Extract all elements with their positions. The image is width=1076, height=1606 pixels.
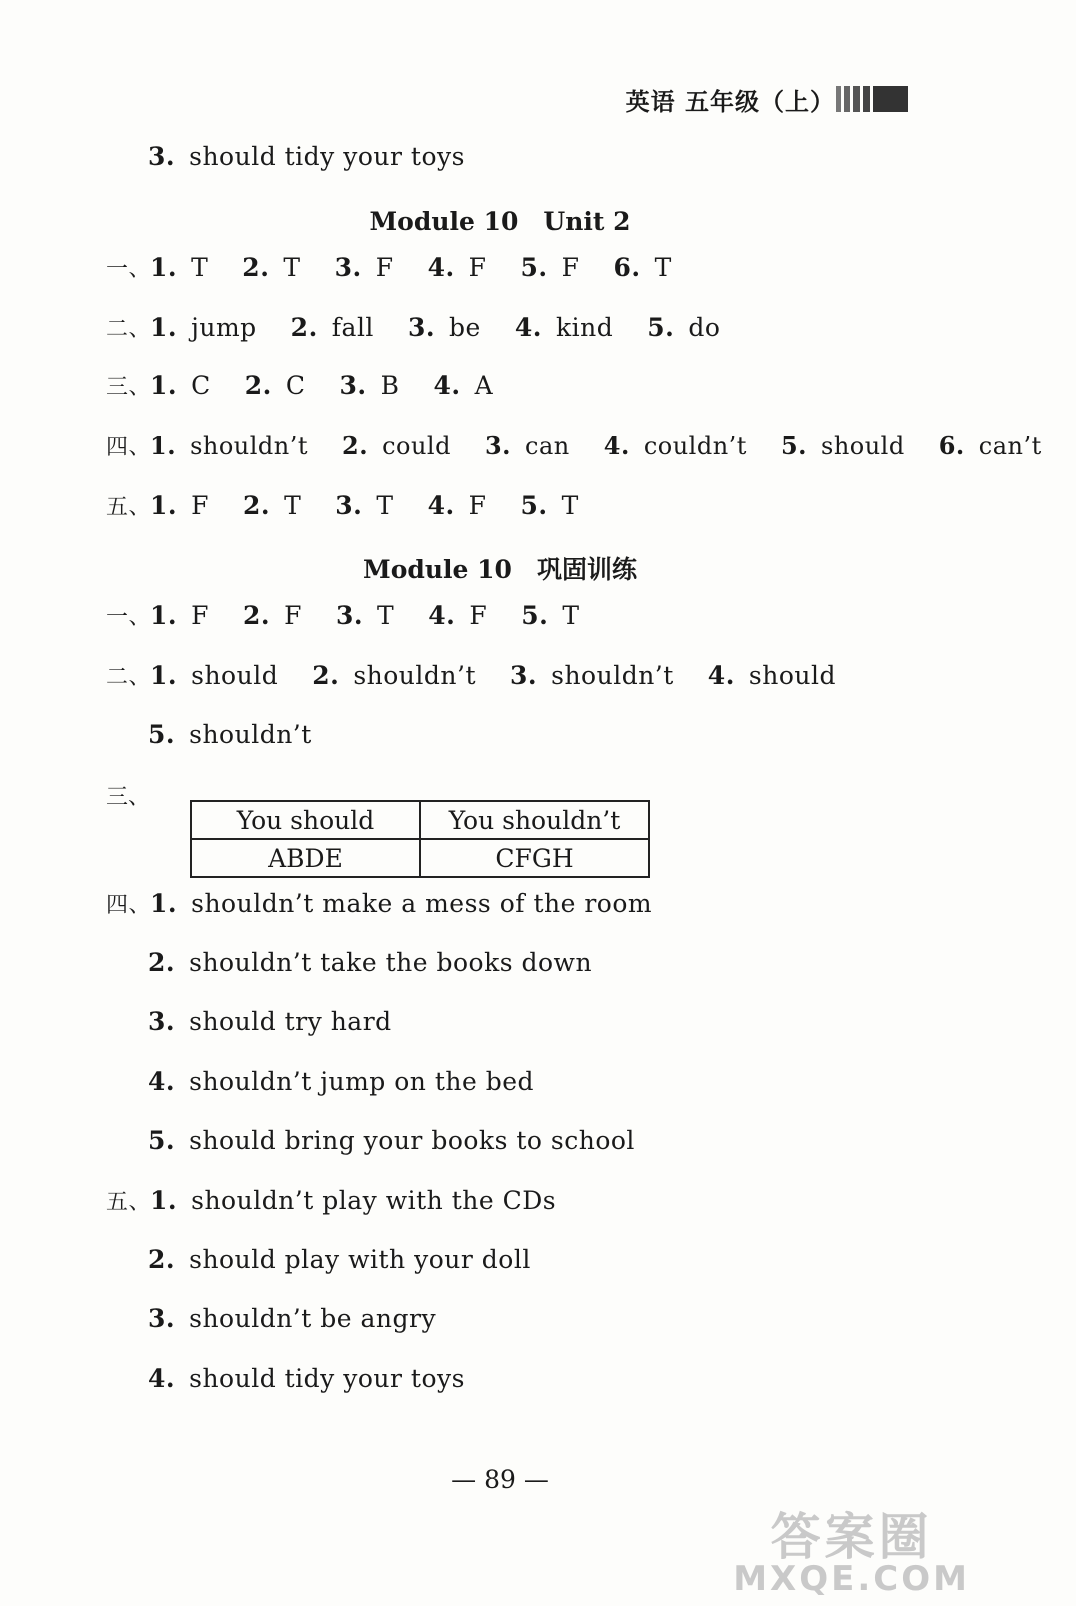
item-number: 6. xyxy=(613,253,641,282)
item-number: 2. xyxy=(148,947,176,977)
list-item xyxy=(0,888,1000,919)
item-answer: couldn’t xyxy=(643,432,747,460)
item-answer: F xyxy=(191,601,209,630)
section-label: 五、 xyxy=(106,1190,152,1215)
table-cell-shouldnt: CFGH xyxy=(420,839,649,877)
item-number: 3. xyxy=(335,601,364,630)
answer-row-r-2-extra: 5. shouldn’t xyxy=(148,720,312,749)
item-answer: fall xyxy=(331,313,374,342)
section-label: 三、 xyxy=(106,785,151,810)
watermark: 答案圈 MXQE.COM xyxy=(733,1508,970,1599)
item-answer: be xyxy=(449,313,481,342)
item-answer: shouldn’t take the books down xyxy=(189,947,593,977)
item-number: 2. xyxy=(242,601,271,630)
list-item xyxy=(0,1007,1000,1036)
item-number: 2. xyxy=(242,253,270,282)
item-number: 3. xyxy=(407,313,436,342)
item-answer: shouldn’t xyxy=(551,661,674,690)
list-item xyxy=(0,1364,1000,1393)
item-number: 2. xyxy=(148,1244,176,1274)
item-number: 2. xyxy=(290,313,318,342)
item-answer: T xyxy=(377,601,395,630)
answer-row-u2-4 xyxy=(0,430,1042,461)
item-number: 3. xyxy=(334,253,362,282)
header-decoration-bar xyxy=(836,86,908,112)
item-answer: C xyxy=(285,371,306,400)
item-number: 4. xyxy=(427,491,455,520)
item-number: 5. xyxy=(520,253,548,282)
table-cell-should: ABDE xyxy=(191,839,420,877)
table-header-shouldnt: You shouldn’t xyxy=(420,801,649,839)
item-number: 4. xyxy=(428,601,456,630)
list-item xyxy=(0,1304,1000,1333)
section-label: 四、 xyxy=(106,435,152,460)
item-answer: do xyxy=(688,313,721,342)
item-number: 5. xyxy=(647,313,675,342)
item-number: 3. xyxy=(148,1304,176,1333)
item-answer: F xyxy=(469,601,488,630)
section-label: 二、 xyxy=(106,317,152,342)
item-answer: C xyxy=(191,371,211,400)
item-answer: should xyxy=(748,661,836,690)
item-answer: should xyxy=(191,661,279,690)
item-number: 5. xyxy=(780,431,807,460)
answer-row-u2-5 xyxy=(0,490,1000,521)
item-number: 4. xyxy=(148,1066,176,1096)
section-label: 一、 xyxy=(106,605,152,630)
section-title-review: Module 10 巩固训练 xyxy=(363,555,637,584)
item-number: 1. xyxy=(150,431,177,460)
item-number: 4. xyxy=(433,371,461,400)
item-answer: shouldn’t xyxy=(190,432,309,460)
item-answer: kind xyxy=(555,313,614,342)
item-answer: could xyxy=(382,432,451,460)
item-answer: should play with your doll xyxy=(189,1244,531,1274)
item-answer: shouldn’t play with the CDs xyxy=(191,1186,557,1215)
item-number: 2. xyxy=(342,431,369,460)
section-label: 二、 xyxy=(106,665,152,690)
item-number: 1. xyxy=(150,661,178,690)
item-number: 1. xyxy=(150,889,178,918)
item-number: 3. xyxy=(335,491,363,520)
item-answer: F xyxy=(468,253,487,282)
item-answer: shouldn’t xyxy=(353,661,476,690)
section-title-unit2: Module 10 Unit 2 xyxy=(369,207,631,236)
item-answer: should tidy your toys xyxy=(189,1363,465,1393)
item-number: 4. xyxy=(707,661,735,690)
item-number: 4. xyxy=(603,431,630,460)
item-answer: should xyxy=(821,432,905,460)
item-answer: A xyxy=(474,371,494,400)
section-label: 四、 xyxy=(106,893,152,918)
item-answer: T xyxy=(283,253,301,282)
item-answer: T xyxy=(376,491,394,520)
section-label: 三、 xyxy=(106,375,152,400)
item-number: 3. xyxy=(148,1007,176,1036)
answer-row-u2-2 xyxy=(0,312,1000,343)
item-number: 5. xyxy=(148,1126,176,1155)
list-item xyxy=(0,1126,1000,1155)
item-answer: F xyxy=(284,601,302,630)
answer-row-r-1 xyxy=(0,600,1000,631)
item-answer: shouldn’t be angry xyxy=(189,1304,437,1333)
item-number: 1. xyxy=(150,253,178,282)
item-answer: T xyxy=(562,601,580,630)
item-number: 3. xyxy=(510,661,538,690)
list-item xyxy=(0,1067,1000,1096)
answer-table xyxy=(190,800,650,878)
item-number: 1. xyxy=(150,1186,178,1215)
item-answer: T xyxy=(654,253,672,282)
item-answer: jump xyxy=(191,313,257,342)
item-number: 6. xyxy=(938,431,965,460)
item-number: 4. xyxy=(148,1363,176,1393)
item-answer: F xyxy=(191,491,209,520)
item-answer: T xyxy=(284,491,302,520)
item-answer: T xyxy=(561,491,579,520)
item-answer: F xyxy=(561,253,580,282)
list-item xyxy=(0,1245,1000,1274)
item-answer: T xyxy=(191,253,209,282)
answer-row-u2-3 xyxy=(0,370,1000,401)
item-answer: should try hard xyxy=(189,1007,392,1036)
item-answer: F xyxy=(468,491,487,520)
item-answer: should bring your books to school xyxy=(189,1126,635,1155)
item-answer: shouldn’t make a mess of the room xyxy=(191,889,653,918)
answer-row-u2-1 xyxy=(0,252,1000,283)
item-number: 1. xyxy=(150,371,178,400)
list-item xyxy=(0,948,1000,977)
item-answer: F xyxy=(375,253,394,282)
answer-line: 3. should tidy your toys xyxy=(148,142,465,171)
list-item xyxy=(0,1185,1000,1216)
answer-row-r-2 xyxy=(0,660,1000,691)
item-number: 3. xyxy=(339,371,367,400)
item-answer: B xyxy=(380,371,400,400)
item-answer: can xyxy=(525,432,570,460)
item-number: 2. xyxy=(312,661,340,690)
item-number: 2. xyxy=(242,491,271,520)
page-number: — 89 — xyxy=(451,1465,549,1494)
item-number: 4. xyxy=(427,253,455,282)
section-label: 五、 xyxy=(106,495,152,520)
item-number: 2. xyxy=(244,371,272,400)
item-number: 4. xyxy=(514,313,542,342)
item-answer: can’t xyxy=(978,432,1042,460)
item-number: 1. xyxy=(150,313,178,342)
item-number: 5. xyxy=(521,601,549,630)
header-title: 英语 五年级（上） xyxy=(625,88,835,116)
item-number: 5. xyxy=(520,491,548,520)
section-label: 一、 xyxy=(106,257,152,282)
item-number: 1. xyxy=(150,601,178,630)
table-header-should: You should xyxy=(191,801,420,839)
item-number: 3. xyxy=(484,431,512,460)
item-number: 1. xyxy=(150,491,178,520)
item-answer: shouldn’t jump on the bed xyxy=(189,1066,535,1096)
